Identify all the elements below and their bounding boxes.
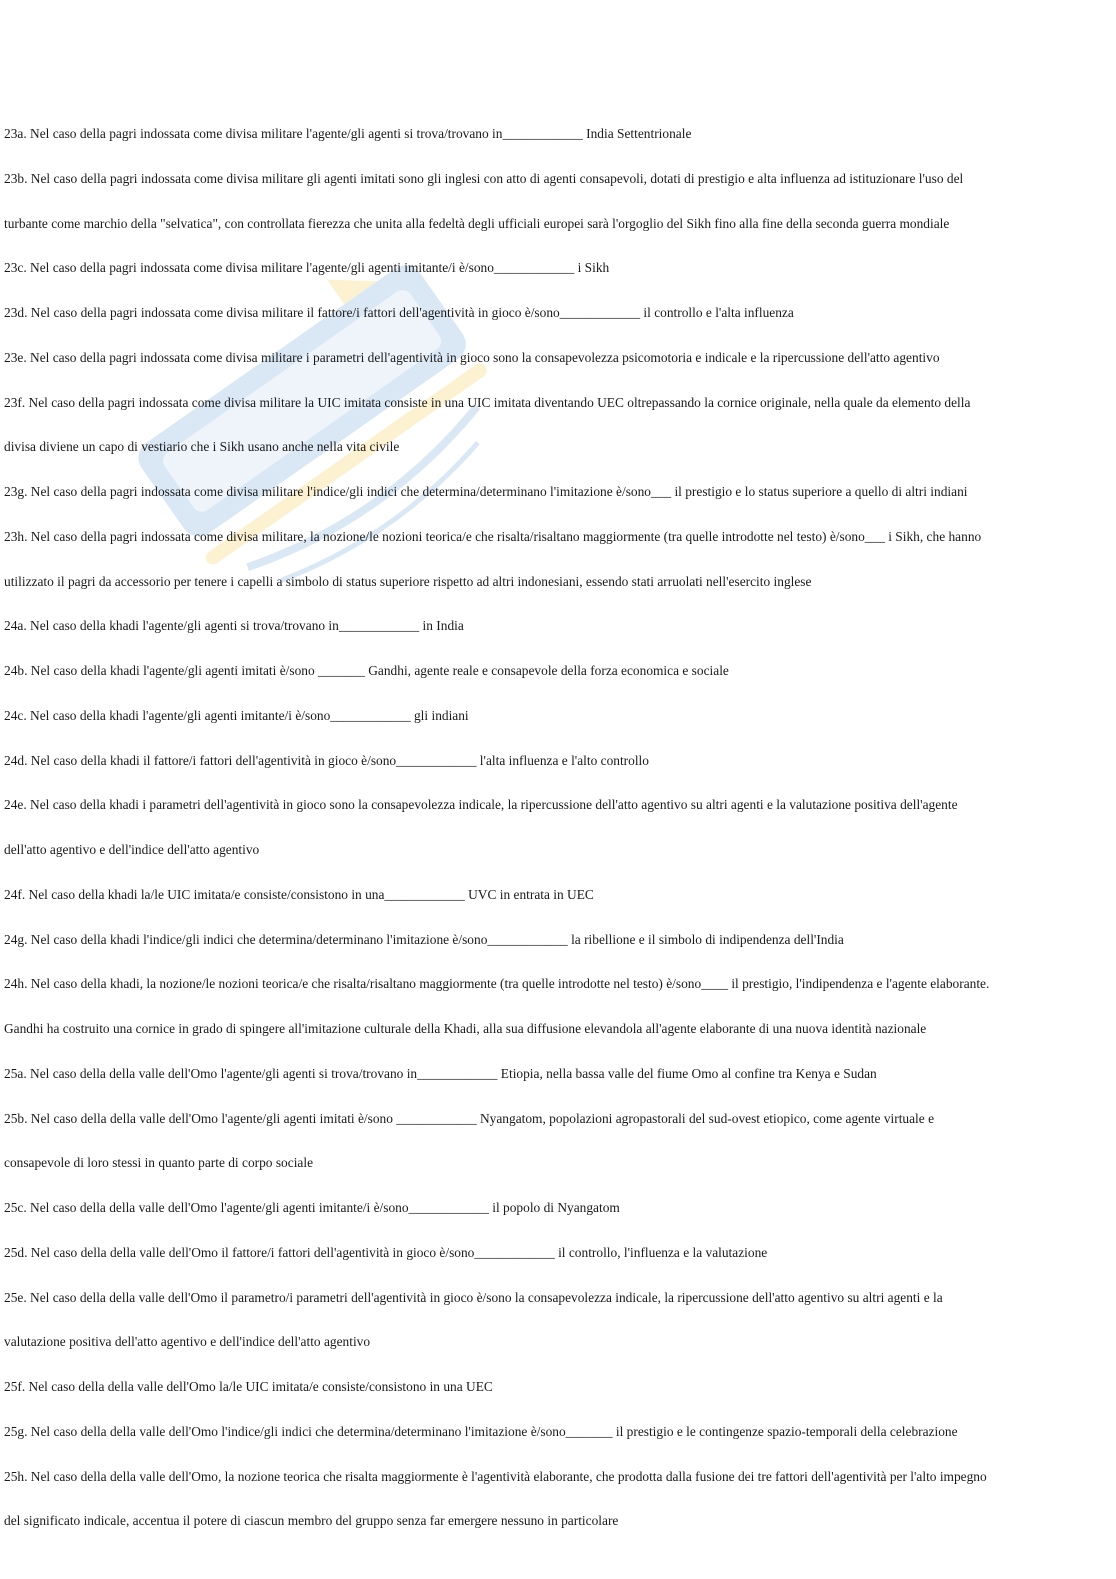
text-line-24c: 24c. Nel caso della khadi l'agente/gli agenti imitante/i è/sono____________ gli indiani [4, 707, 469, 723]
text-line-25b-cont: consapevole di loro stessi in quanto parte di corpo sociale [4, 1155, 314, 1171]
text-line-23f: 23f. Nel caso della pagri indossata come divisa militare la UIC imitata consiste in una UIC imitata diventando UEC oltrepassando la cornice originale, nella quale da elemento della [4, 394, 971, 410]
text-line-24g: 24g. Nel caso della khadi l'indice/gli indici che determina/determinano l'imitazione è/sono____________ la ribellione e il simbolo di indipendenza dell'India [4, 931, 844, 947]
text-line-25b: 25b. Nel caso della della valle dell'Omo l'agente/gli agenti imitati è/sono ____________ Nyangatom, popolazioni agropastorali del sud-ovest etiopico, come agente virtuale e [4, 1110, 935, 1126]
text-line-23d: 23d. Nel caso della pagri indossata come divisa militare il fattore/i fattori dell'agentività in gioco è/sono____________ il controllo e l'alta influenza [4, 305, 794, 320]
text-line-25a: 25a. Nel caso della della valle dell'Omo l'agente/gli agenti si trova/trovano in____________ Etiopia, nella bassa valle del fiume Omo al confine tra Kenya e Sudan [4, 1065, 877, 1081]
text-line-24d: 24d. Nel caso della khadi il fattore/i fattori dell'agentività in gioco è/sono____________ l'alta influenza e l'alto controllo [4, 752, 649, 768]
text-line-24h-cont: Gandhi ha costruito una cornice in grado di spingere all'imitazione culturale della Khadi, alla sua diffusione elevandola all'agente elaborante di una nuova identità nazionale [4, 1021, 927, 1036]
text-line-25e-cont: valutazione positiva dell'atto agentivo e dell'indice dell'atto agentivo [4, 1334, 371, 1350]
text-line-23b-cont: turbante come marchio della "selvatica", con controllata fierezza che unita alla fedeltà degli ufficiali europei sarà l'orgoglio del Sikh fino alla fine della seconda guerra mondiale [4, 215, 950, 231]
text-line-25h: 25h. Nel caso della della valle dell'Omo, la nozione teorica che risalta maggiormente è l'agentività elaborante, che prodotta dalla fusione dei tre fattori dell'agentività per l'alto impegno [4, 1468, 987, 1484]
document-body [4, 126, 1110, 1532]
text-line-23h-cont: utilizzato il pagri da accessorio per tenere i capelli a simbolo di status superiore rispetto ad altri indonesiani, essendo stati arruolati nell'esercito inglese [4, 573, 812, 589]
text-line-23f-cont: divisa diviene un capo di vestiario che i Sikh usano anche nella vita civile [4, 439, 400, 455]
text-line-24h: 24h. Nel caso della khadi, la nozione/le nozioni teorica/e che risalta/risaltano maggiormente (tra quelle introdotte nel testo) è/sono____ il prestigio, l'indipendenza e l'agente elaborante. [4, 976, 990, 992]
text-line-23a: 23a. Nel caso della pagri indossata come divisa militare l'agente/gli agenti si trova/trovano in____________ India Settentrionale [4, 126, 692, 141]
text-line-25h-cont: del significato indicale, accentua il potere di ciascun membro del gruppo senza far emergere nessuno in particolare [4, 1513, 619, 1529]
text-line-25f: 25f. Nel caso della della valle dell'Omo la/le UIC imitata/e consiste/consistono in una UEC [4, 1379, 493, 1394]
text-line-25g: 25g. Nel caso della della valle dell'Omo l'indice/gli indici che determina/determinano l'imitazione è/sono_______ il prestigio e le contingenze spazio-temporali della celebrazione [4, 1423, 958, 1439]
text-line-25d: 25d. Nel caso della della valle dell'Omo il fattore/i fattori dell'agentività in gioco è/sono____________ il controllo, l'influenza e la valutazione [4, 1244, 768, 1260]
text-line-23h: 23h. Nel caso della pagri indossata come divisa militare, la nozione/le nozioni teorica/e che risalta/risaltano maggiormente (tra quelle introdotte nel testo) è/sono___ i Sikh, che hanno [4, 528, 982, 544]
text-line-24b: 24b. Nel caso della khadi l'agente/gli agenti imitati è/sono _______ Gandhi, agente reale e consapevole della forza economica e sociale [4, 663, 729, 678]
text-line-24e: 24e. Nel caso della khadi i parametri dell'agentività in gioco sono la consapevolezza indicale, la ripercussione dell'atto agentivo su altri agenti e la valutazione positiva dell'agente [4, 797, 958, 813]
text-line-23g: 23g. Nel caso della pagri indossata come divisa militare l'indice/gli indici che determina/determinano l'imitazione è/sono___ il prestigio e lo status superiore a quello di altri indiani [4, 484, 968, 499]
text-line-24e-cont: dell'atto agentivo e dell'indice dell'atto agentivo [4, 842, 260, 857]
text-line-24a: 24a. Nel caso della khadi l'agente/gli agenti si trova/trovano in____________ in India [4, 618, 464, 634]
text-line-23e: 23e. Nel caso della pagri indossata come divisa militare i parametri dell'agentività in gioco sono la consapevolezza psicomotoria e indicale e la ripercussione dell'atto agentivo [4, 349, 940, 365]
text-line-24f: 24f. Nel caso della khadi la/le UIC imitata/e consiste/consistono in una____________ UVC in entrata in UEC [4, 886, 594, 902]
text-line-23b: 23b. Nel caso della pagri indossata come divisa militare gli agenti imitati sono gli inglesi con atto di agenti consapevoli, dotati di prestigio e alta influenza ad istituzionare l'uso del [4, 170, 964, 186]
text-line-25e: 25e. Nel caso della della valle dell'Omo il parametro/i parametri dell'agentività in gioco è/sono la consapevolezza indicale, la ripercussione dell'atto agentivo su altri agenti e la [4, 1289, 943, 1305]
text-line-25c: 25c. Nel caso della della valle dell'Omo l'agente/gli agenti imitante/i è/sono____________ il popolo di Nyangatom [4, 1200, 620, 1215]
text-line-23c: 23c. Nel caso della pagri indossata come divisa militare l'agente/gli agenti imitante/i è/sono____________ i Sikh [4, 260, 610, 276]
